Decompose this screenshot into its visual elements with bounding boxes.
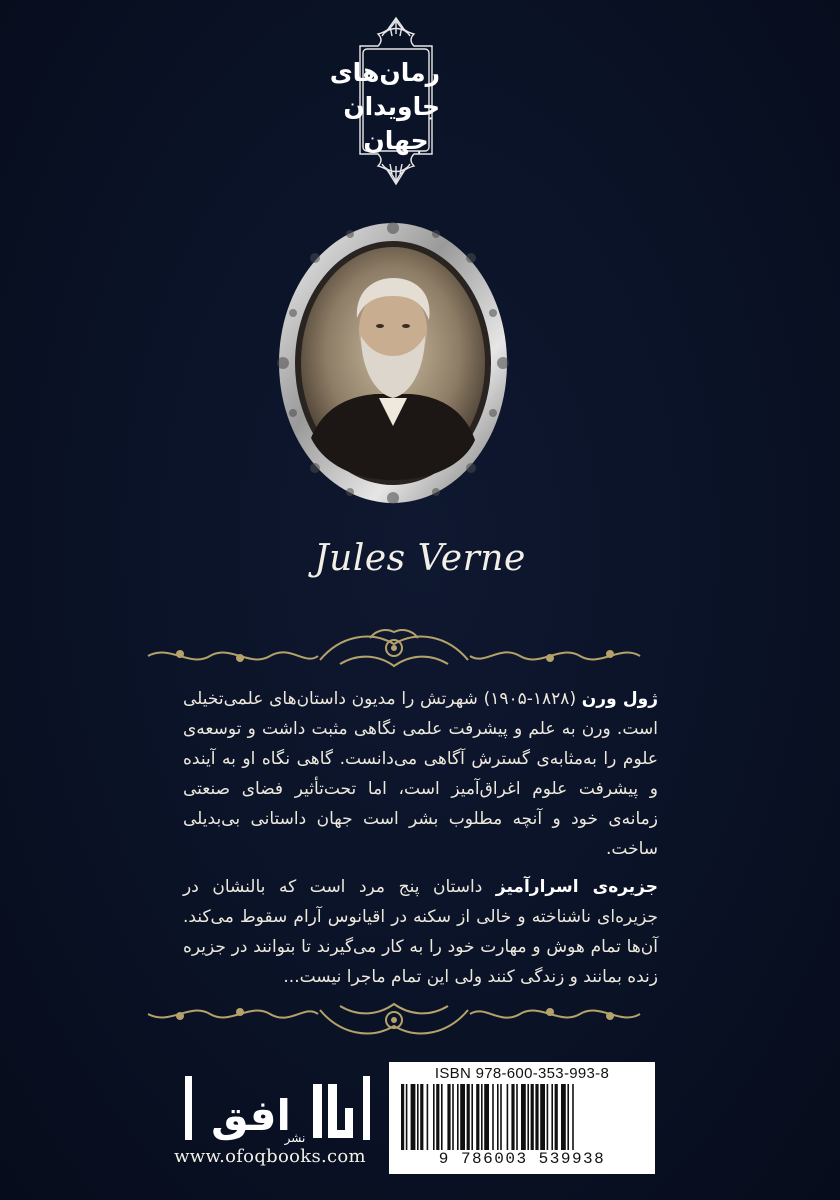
barcode-bar [540, 1084, 545, 1150]
book-synopsis [183, 872, 658, 992]
barcode-bar [555, 1084, 558, 1150]
barcode-bar [497, 1084, 499, 1150]
author-name: ژول ورن [581, 689, 658, 709]
author-signature: Jules Verne [314, 538, 526, 579]
barcode-bar [492, 1084, 494, 1150]
barcode-bar [500, 1084, 502, 1150]
barcode-bar [406, 1084, 408, 1150]
publisher-label: نشر [284, 1131, 306, 1145]
publisher-name: افق [211, 1091, 291, 1140]
ornament-top [140, 626, 648, 678]
series-title-line1: رمان‌های [329, 58, 440, 87]
barcode-bar [476, 1084, 479, 1150]
barcode-bar [420, 1084, 423, 1150]
author-bio-text: (۱۸۲۸-۱۹۰۵) شهرتش را مدیون داستان‌های علمی‌تخیلی است. ورن به علم و پیشرفت علمی نگاهی مثبت داشت و توسعه‌ی علوم را به‌مثابه‌ی گسترش آگاهی می‌دانست. گاهی نگاه او به آینده و پیشرفت علوم اغراق‌آمیز است، اما تحت‌تأثیر فضای صنعتی زمانه‌ی خود و آنچه مطلوب بشر است جهان داستانی بی‌بدیلی ساخت. [183, 689, 658, 859]
barcode-bar [511, 1084, 514, 1150]
barcode-bar [527, 1084, 529, 1150]
series-title-line3: جهان [363, 126, 429, 155]
barcode-bar [567, 1084, 569, 1150]
barcode-bar [471, 1084, 473, 1150]
barcode-bars-icon [401, 1084, 645, 1150]
gold-ornament-icon [140, 990, 648, 1042]
barcode-bar [427, 1084, 429, 1150]
author-portrait [275, 218, 511, 508]
barcode-bar [447, 1084, 450, 1150]
barcode-bar [521, 1084, 526, 1150]
barcode-bar [551, 1084, 553, 1150]
barcode-bar [411, 1084, 416, 1150]
barcode-digits: 9 786003 539938 [438, 1150, 606, 1168]
barcode-bar [507, 1084, 509, 1150]
barcode-bar [401, 1084, 404, 1150]
author-bio [183, 684, 658, 864]
barcode-bar [467, 1084, 470, 1150]
series-title-line2: جاویدان [343, 92, 440, 121]
barcode-bar [452, 1084, 454, 1150]
barcode-bar [535, 1084, 538, 1150]
barcode-bar [417, 1084, 419, 1150]
barcode-bar [433, 1084, 435, 1150]
synopsis-text: داستان پنج مرد است که بالنشان در جزیره‌ای ناشناخته و خالی از سکنه در اقیانوس آرام سقوط می‌کند. آن‌ها تمام هوش و مهارت خود را به کار می‌گیرند تا بتوانند در جزیره زنده بمانند و زندگی کنند ولی این تمام ماجرا نیست... [183, 877, 658, 987]
barcode-bar [481, 1084, 483, 1150]
barcode-bar [460, 1084, 465, 1150]
barcode-bar [547, 1084, 549, 1150]
barcode-bar [516, 1084, 518, 1150]
barcode-bar [572, 1084, 574, 1150]
barcode-bar [484, 1084, 489, 1150]
barcode-bar [436, 1084, 439, 1150]
barcode-bar [531, 1084, 534, 1150]
barcode-bar [561, 1084, 566, 1150]
gold-ornament-icon [140, 626, 648, 678]
series-badge [329, 14, 440, 188]
book-title: جزیره‌ی اسرارآمیز [495, 877, 659, 897]
isbn-label: ISBN 978-600-353-993-8 [434, 1065, 610, 1082]
publisher-logo [185, 1068, 371, 1146]
isbn-barcode [389, 1062, 655, 1174]
barcode-bar [457, 1084, 459, 1150]
ornament-bottom [140, 990, 648, 1042]
publisher-website[interactable]: www.ofoqbooks.com [174, 1146, 366, 1167]
barcode-bar [441, 1084, 443, 1150]
